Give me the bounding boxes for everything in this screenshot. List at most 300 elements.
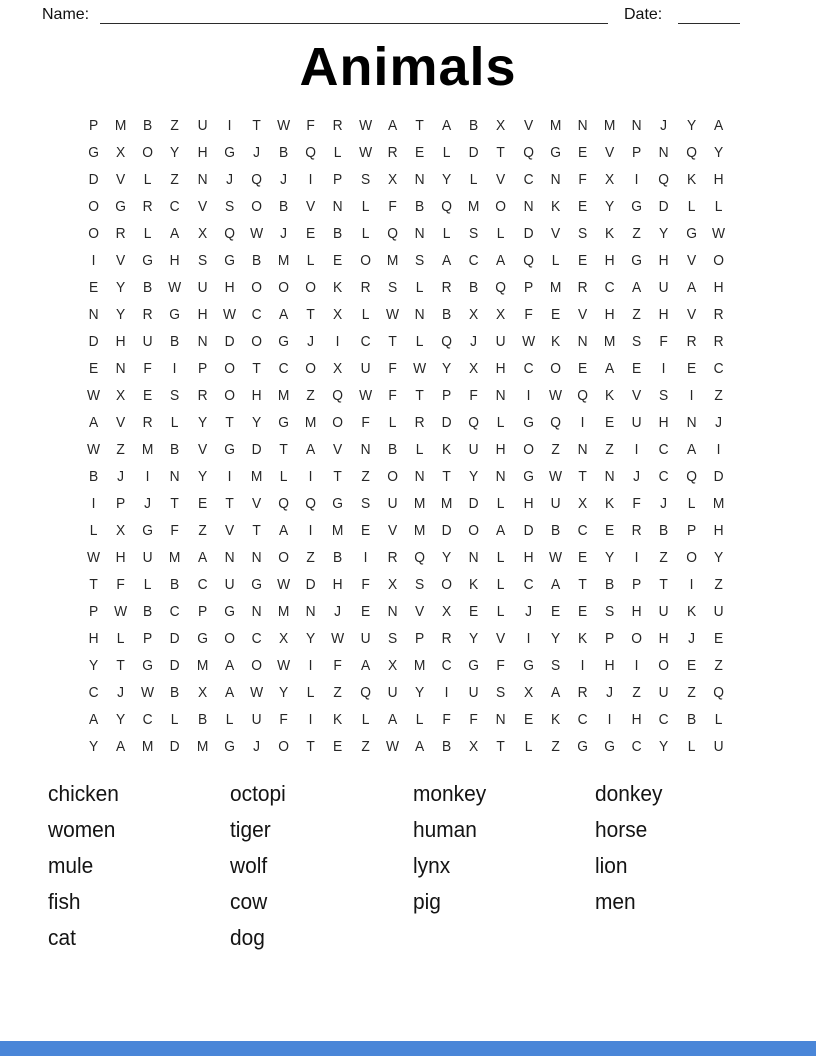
grid-cell: F [388,387,397,404]
grid-cell: H [659,414,670,431]
grid-cell: H [197,144,208,161]
grid-cell: B [333,549,343,566]
grid-cell: W [548,549,562,566]
grid-cell: S [632,333,642,350]
grid-cell: H [197,306,208,323]
grid-cell: Y [116,711,126,728]
grid-cell: N [251,603,262,620]
grid-cell: O [278,549,290,566]
grid-cell: M [468,198,480,215]
grid-cell: R [142,198,153,215]
grid-cell: H [631,711,642,728]
grid-cell: L [415,333,424,350]
grid-cell: L [307,684,315,701]
grid-cell: J [606,684,614,701]
word-column [595,776,765,956]
grid-cell: D [305,576,316,593]
grid-cell: W [168,279,182,296]
grid-cell: D [713,468,724,485]
grid-cell: Z [116,441,125,458]
grid-cell: X [577,495,588,512]
grid-cell: G [577,738,588,755]
grid-cell: D [170,630,181,647]
grid-cell: P [143,630,153,647]
grid-cell: U [360,360,371,377]
grid-cell: A [224,657,235,674]
grid-cell: B [469,117,479,134]
grid-cell: X [197,684,207,701]
grid-cell: I [634,171,639,188]
grid-cell: Y [713,549,724,566]
grid-cell: J [253,144,261,161]
footer-bar [0,1041,816,1056]
grid-cell: Y [686,117,696,134]
grid-cell: E [686,360,696,377]
grid-cell: X [442,603,452,620]
grid-cell: H [523,495,534,512]
grid-cell: A [197,549,207,566]
grid-cell: O [278,279,290,296]
grid-cell: V [116,171,126,188]
word-item: human [413,817,477,842]
grid-cell: C [659,711,670,728]
grid-cell: E [605,414,615,431]
grid-cell: Y [605,549,615,566]
grid-cell: G [142,252,154,269]
grid-cell: U [387,495,398,512]
grid-cell: S [659,387,669,404]
grid-cell: J [687,630,695,647]
grid-cell: C [251,306,262,323]
grid-cell: W [250,225,264,242]
grid-cell: Q [251,171,262,188]
grid-cell: M [332,522,344,539]
grid-cell: M [549,117,562,134]
grid-cell: U [631,414,642,431]
grid-cell: A [713,117,724,134]
grid-cell: C [523,576,534,593]
grid-cell: S [550,657,561,674]
grid-cell: C [523,360,534,377]
grid-cell: T [116,657,125,674]
grid-cell: Z [306,387,316,404]
grid-cell: Q [359,684,371,701]
grid-cell: K [605,495,615,512]
grid-cell: P [632,144,642,161]
grid-cell: F [469,387,479,404]
grid-cell: B [333,225,343,242]
grid-cell: D [251,441,262,458]
grid-cell: H [170,252,181,269]
grid-cell: I [634,657,639,674]
grid-cell: J [524,603,532,620]
grid-cell: Y [88,657,99,674]
grid-cell: O [251,657,262,674]
word-item: pig [413,889,441,914]
grid-cell: L [361,711,370,728]
grid-cell: O [631,630,643,647]
grid-cell: K [686,171,696,188]
grid-cell: I [91,252,96,269]
grid-cell: N [224,549,235,566]
grid-cell: S [605,603,615,620]
grid-cell: L [497,576,505,593]
grid-cell: T [415,117,424,134]
grid-cell: I [662,360,666,377]
grid-cell: F [469,711,479,728]
grid-cell: P [333,171,343,188]
grid-cell: P [632,576,642,593]
grid-cell: F [361,576,370,593]
grid-cell: R [441,630,452,647]
grid-cell: L [116,630,125,647]
grid-cell: S [170,387,180,404]
grid-cell: L [497,414,505,431]
grid-cell: Y [442,360,452,377]
grid-cell: I [91,495,96,512]
grid-cell: X [469,738,479,755]
grid-cell: B [197,711,207,728]
grid-cell: O [685,549,697,566]
grid-cell: G [224,738,235,755]
grid-cell: M [196,657,208,674]
grid-cell: V [116,252,126,269]
grid-cell: A [442,252,452,269]
grid-cell: U [251,711,262,728]
grid-cell: R [115,225,126,242]
grid-cell: T [252,360,261,377]
grid-cell: G [468,657,480,674]
grid-cell: W [413,360,427,377]
grid-cell: S [469,225,479,242]
grid-cell: J [660,495,668,512]
grid-cell: N [305,603,316,620]
word-item: dog [230,925,265,950]
grid-cell: N [414,306,425,323]
grid-cell: V [251,495,262,512]
grid-cell: L [144,171,152,188]
grid-cell: G [631,198,643,215]
grid-cell: N [577,333,588,350]
grid-cell: M [169,549,181,566]
grid-cell: Y [197,468,207,485]
grid-cell: A [360,657,370,674]
grid-cell: W [277,657,291,674]
grid-cell: J [714,414,722,431]
grid-cell: P [414,630,425,647]
grid-cell: D [523,522,534,539]
grid-cell: E [632,360,642,377]
grid-cell: S [360,495,370,512]
grid-cell: D [468,495,479,512]
grid-cell: B [251,252,262,269]
grid-cell: H [604,657,615,674]
grid-cell: U [142,333,153,350]
grid-cell: O [332,414,344,431]
grid-cell: O [142,144,154,161]
grid-cell: T [578,468,587,485]
grid-cell: H [713,279,724,296]
grid-cell: C [441,657,452,674]
grid-cell: X [496,306,506,323]
grid-cell: U [550,495,561,512]
grid-cell: L [144,576,152,593]
grid-cell: R [387,549,398,566]
grid-cell: P [88,117,99,134]
grid-cell: U [713,603,724,620]
grid-cell: N [496,387,507,404]
grid-cell: Z [306,549,316,566]
grid-cell: M [142,441,154,458]
grid-cell: U [659,279,670,296]
grid-cell: D [441,414,452,431]
grid-cell: J [253,738,261,755]
grid-cell: N [197,333,208,350]
grid-cell: Y [605,198,615,215]
grid-cell: Q [468,414,480,431]
grid-cell: B [387,441,398,458]
grid-cell: H [659,306,670,323]
grid-cell: J [117,684,125,701]
grid-cell: O [251,279,262,296]
grid-cell: T [306,306,316,323]
grid-cell: F [333,657,343,674]
grid-cell: E [88,279,99,296]
grid-cell: Z [170,171,180,188]
grid-cell: G [224,603,235,620]
grid-cell: L [687,738,696,755]
grid-cell: V [496,171,506,188]
grid-cell: M [142,738,154,755]
grid-cell: I [634,549,639,566]
grid-cell: F [143,360,153,377]
grid-cell: E [686,657,696,674]
grid-cell: Q [332,387,344,404]
grid-cell: R [577,684,588,701]
grid-cell: M [277,387,290,404]
grid-cell: W [385,306,399,323]
grid-cell: N [523,198,534,215]
grid-cell: U [197,279,208,296]
grid-cell: V [333,441,343,458]
grid-cell: E [333,252,343,269]
grid-cell: L [687,495,696,512]
grid-cell: A [632,279,642,296]
grid-cell: A [442,117,452,134]
grid-cell: N [577,117,588,134]
grid-cell: E [88,360,99,377]
date-label: Date: [624,6,663,23]
grid-cell: R [441,279,452,296]
grid-cell: M [603,117,616,134]
name-blank-line [100,6,608,24]
grid-cell: V [197,441,207,458]
grid-cell: Q [550,414,561,431]
grid-cell: N [387,603,398,620]
word-column [230,776,413,956]
grid-cell: H [713,171,724,188]
grid-cell: L [442,144,451,161]
grid-cell: X [279,630,289,647]
grid-cell: Y [279,684,289,701]
grid-cell: N [115,360,126,377]
grid-cell: C [713,360,724,377]
grid-cell: Q [387,225,398,242]
grid-cell: B [143,117,153,134]
grid-cell: C [604,279,615,296]
grid-cell: N [251,549,262,566]
grid-cell: Z [714,657,723,674]
grid-cell: Q [305,495,317,512]
grid-cell: S [496,684,506,701]
grid-cell: I [145,468,150,485]
word-item: cow [230,889,268,914]
grid-cell: L [442,225,451,242]
grid-cell: V [686,306,696,323]
grid-cell: E [577,603,588,620]
grid-cell: Y [414,684,425,701]
grid-cell: L [497,495,505,512]
grid-cell: Q [685,468,697,485]
grid-cell: C [197,576,208,593]
grid-cell: B [170,441,180,458]
letter-grid [80,112,732,760]
grid-cell: T [496,738,506,755]
grid-cell: L [714,198,723,215]
grid-cell: I [634,441,639,458]
word-item: wolf [230,853,268,878]
grid-cell: Z [605,441,614,458]
grid-cell: Y [442,549,452,566]
grid-cell: I [689,387,694,404]
grid-cell: C [577,711,588,728]
grid-cell: N [414,225,425,242]
grid-cell: L [714,711,723,728]
grid-cell: O [550,360,561,377]
grid-cell: E [577,144,588,161]
grid-cell: G [332,495,344,512]
grid-cell: M [114,117,127,134]
grid-cell: H [631,603,642,620]
grid-cell: M [712,495,725,512]
grid-cell: M [305,414,317,431]
grid-cell: S [387,279,398,296]
word-item: monkey [413,781,487,806]
grid-cell: X [605,171,615,188]
grid-cell: W [548,387,562,404]
grid-cell: K [550,333,561,350]
grid-cell: E [197,495,207,512]
grid-cell: M [386,252,399,269]
grid-cell: Y [469,630,479,647]
grid-cell: L [497,225,505,242]
grid-cell: U [387,684,398,701]
grid-cell: H [659,252,670,269]
word-item: lion [595,853,628,878]
grid-cell: H [224,279,235,296]
grid-cell: U [496,333,507,350]
grid-cell: Q [441,198,453,215]
grid-cell: J [307,333,315,350]
grid-cell: U [142,549,153,566]
grid-cell: N [577,441,588,458]
grid-cell: O [495,198,507,215]
word-item: lynx [413,853,451,878]
grid-cell: T [89,576,98,593]
grid-cell: U [659,684,670,701]
grid-cell: I [227,117,232,134]
grid-cell: Q [495,279,507,296]
grid-cell: J [225,171,233,188]
grid-cell: Y [251,414,262,431]
grid-cell: O [522,441,534,458]
grid-cell: V [496,630,506,647]
grid-cell: V [632,387,642,404]
grid-cell: I [336,333,340,350]
grid-cell: A [387,711,398,728]
grid-cell: G [142,522,154,539]
grid-cell: X [333,306,343,323]
grid-cell: B [605,576,615,593]
grid-cell: L [171,711,179,728]
grid-cell: V [550,225,561,242]
grid-cell: N [170,468,181,485]
grid-cell: K [333,279,343,296]
grid-cell: Y [116,306,126,323]
grid-cell: M [277,252,290,269]
grid-cell: R [387,144,398,161]
grid-cell: W [250,684,264,701]
grid-cell: A [686,441,696,458]
grid-cell: D [170,738,181,755]
grid-cell: D [468,144,479,161]
grid-cell: Q [522,252,534,269]
grid-cell: J [334,603,342,620]
grid-cell: N [360,441,371,458]
grid-cell: H [713,522,724,539]
grid-cell: B [170,576,180,593]
grid-cell: S [577,225,588,242]
grid-cell: Z [361,468,370,485]
grid-cell: N [496,711,507,728]
grid-cell: C [659,441,670,458]
grid-cell: S [414,576,425,593]
grid-cell: Y [713,144,724,161]
grid-cell: C [251,630,262,647]
grid-cell: Y [116,279,126,296]
grid-cell: A [306,441,316,458]
grid-cell: Y [659,738,669,755]
grid-cell: L [307,252,315,269]
grid-cell: V [577,306,588,323]
grid-cell: T [225,495,234,512]
word-item: women [48,817,116,842]
grid-cell: M [603,333,616,350]
grid-cell: A [550,576,561,593]
grid-cell: A [387,117,398,134]
grid-cell: O [278,738,290,755]
grid-cell: L [225,711,234,728]
grid-cell: Z [333,684,343,701]
grid-cell: Z [632,225,642,242]
grid-cell: O [251,333,262,350]
grid-cell: F [388,198,397,215]
grid-cell: R [713,306,724,323]
grid-cell: A [605,360,615,377]
grid-cell: W [87,387,101,404]
grid-cell: Z [198,522,207,539]
word-item: cat [48,925,76,950]
